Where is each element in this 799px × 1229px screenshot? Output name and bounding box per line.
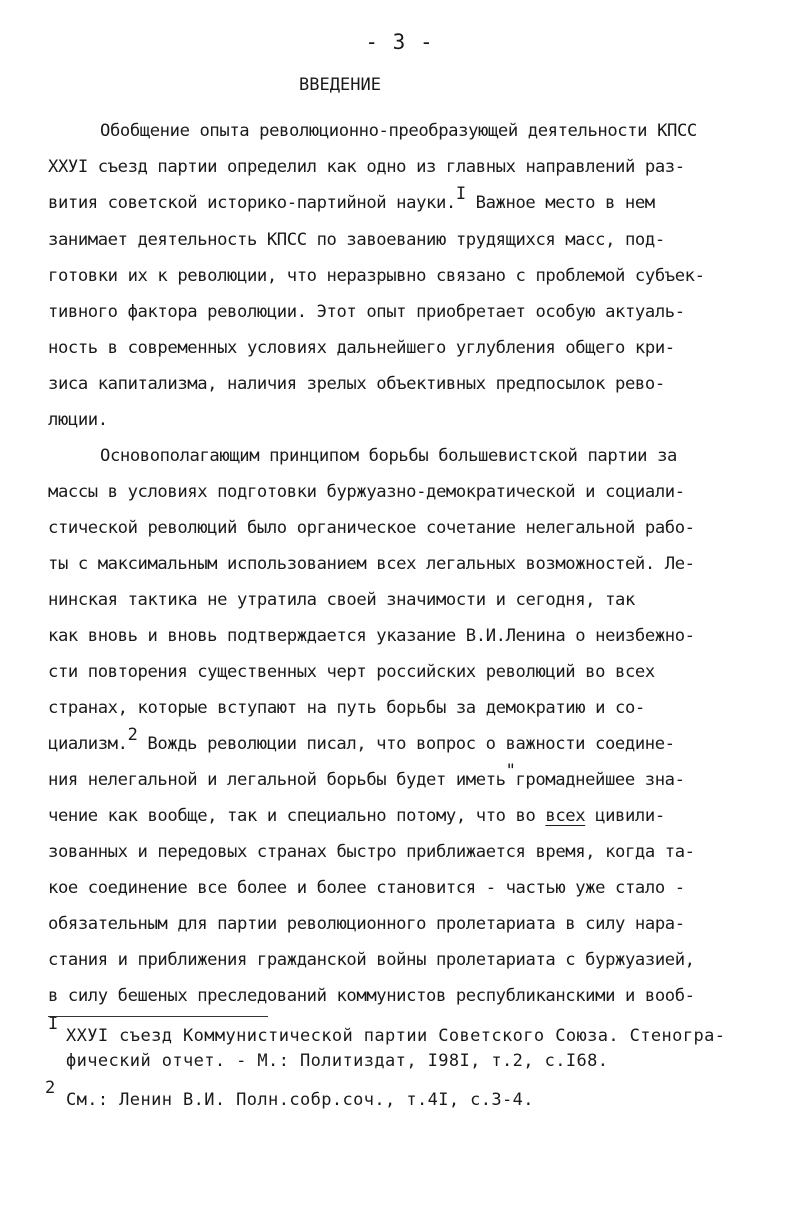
text-line [48,725,675,755]
text-line: зованных и передовых странах быстро приближается время, когда та- [48,842,695,862]
text-line: тивного фактора революции. Этот опыт приобретает особую актуаль- [48,302,685,322]
text-line: в силу бешеных преследований коммунистов республиканскими и вооб- [48,986,695,1006]
text-fragment: Важное место в нем [465,193,655,213]
text-line: Обобщение опыта революционно-преобразующей деятельности КПСС [100,121,697,141]
text-line: странах, которые вступают на путь борьбы за демократию и со- [48,698,645,718]
text-fragment: чение как вообще, так и специально потому, что во [48,806,546,826]
text-fragment: Вождь революции писал, что вопрос о важности соедине- [137,734,675,754]
text-line: готовки их к революции, что неразрывно связано с проблемой субъек- [48,266,705,286]
footnote-text: См.: Ленин В.И. Полн.собр.соч., т.4I, с.3-4. [66,1090,534,1110]
text-line: занимает деятельность КПСС по завоеванию трудящихся масс, под- [48,230,665,250]
text-fragment: циализм. [48,734,128,754]
footnote-number: I [48,1014,59,1034]
text-line: стической революций было органическое сочетание нелегальной рабо- [48,518,695,538]
footnote-number: 2 [45,1078,56,1098]
text-fragment: ния нелегальной и легальной борьбы будет иметь [48,770,506,790]
text-line: ты с максимальным использованием всех легальных возможностей. Ле- [48,554,695,574]
footnote-divider [48,1016,268,1017]
text-line: Основополагающим принципом борьбы большевистской партии за [100,446,677,466]
quote-mark: " [505,761,516,781]
footnote-ref-2: 2 [127,725,138,745]
text-line: как вновь и вновь подтверждается указание В.И.Ленина о неизбежно- [48,626,695,646]
footnote-text: фический отчет. - М.: Политиздат, I98I, т.2, с.I68. [66,1051,609,1071]
text-line: ность в современных условиях дальнейшего углубления общего кри- [48,338,675,358]
text-line [48,184,655,214]
underlined-word: всех [545,806,586,826]
text-fragment: вития советской историко-партийной науки. [48,193,456,213]
text-fragment: громаднейшее зна- [515,770,685,790]
text-line: кое соединение все более и более становится - частью уже стало - [48,878,685,898]
text-line: обязательным для партии революционного пролетариата в силу нара- [48,914,685,934]
text-line: стания и приближения гражданской войны пролетариата с буржуазией, [48,950,695,970]
text-line: массы в условиях подготовки буржуазно-демократической и социали- [48,482,685,502]
text-line [48,805,665,827]
text-line: ХХУI съезд партии определил как одно из главных направлений раз- [48,157,685,177]
text-line: нинская тактика не утратила своей значимости и сегодня, так [48,590,635,610]
page-number: - 3 - [365,30,434,54]
text-fragment: цивили- [585,806,665,826]
text-line: люции. [48,410,108,430]
page-title: ВВЕДЕНИЕ [299,75,381,95]
footnote-text: ХХУI съезд Коммунистической партии Советского Союза. Стеногра- [66,1026,726,1046]
text-line: зиса капитализма, наличия зрелых объективных предпосылок рево- [48,374,665,394]
text-line: сти повторения существенных черт российских революций во всех [48,662,655,682]
text-line [48,761,685,791]
footnote-ref-1: I [455,184,466,204]
